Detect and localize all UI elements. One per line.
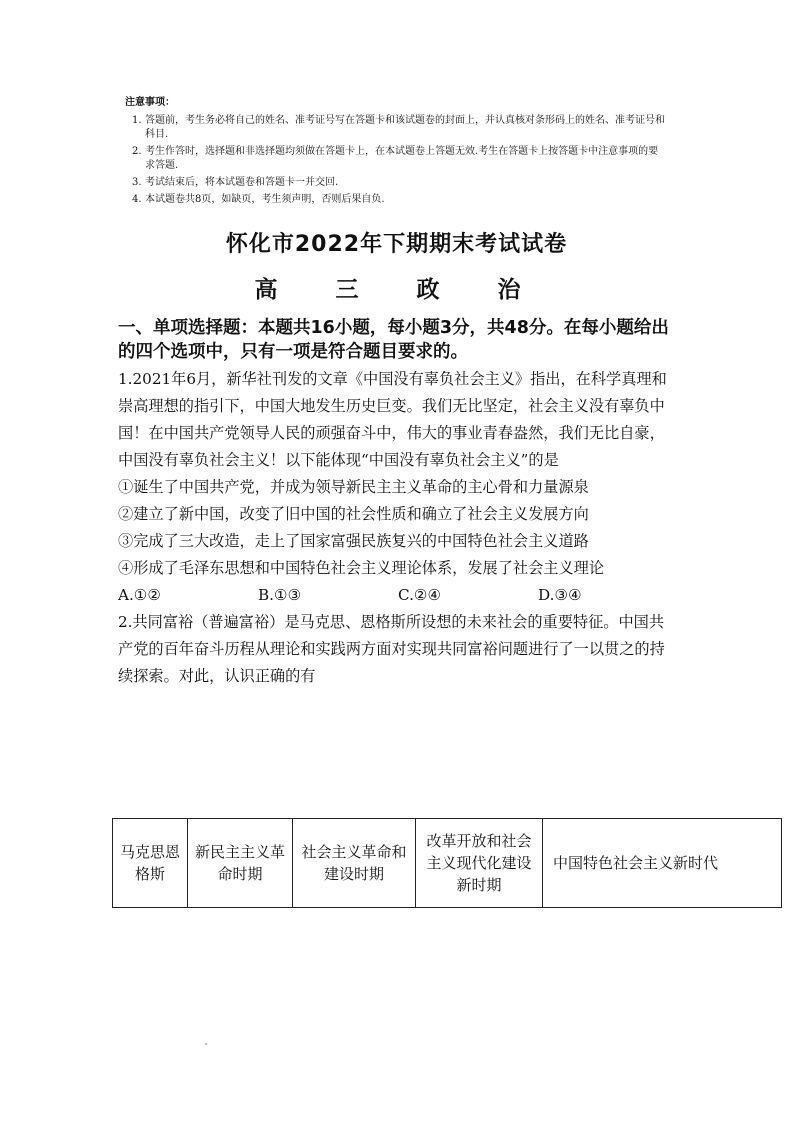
notice-item <box>125 114 665 142</box>
scan-dot <box>205 1043 207 1045</box>
question-1-statement: ④形成了毛泽东思想和中国特色社会主义理论体系，发展了社会主义理论 <box>118 559 604 577</box>
table-row <box>113 819 782 908</box>
notice-block <box>125 96 665 210</box>
option-a: A.①② <box>118 586 162 604</box>
option-d: D.③④ <box>538 586 582 604</box>
option-c: C.②④ <box>398 586 442 604</box>
notice-item-number: 3. <box>132 177 142 188</box>
notice-item-number: 4. <box>132 194 142 205</box>
exam-title: 怀化市2022年下期期末考试试卷 <box>225 232 568 257</box>
question-1-stem: 1.2021年6月，新华社刊发的文章《中国没有辜负社会主义》指出，在科学真理和崇高理想的指引下，中国大地发生历史巨变。我们无比坚定，社会主义没有辜负中国！在中国共产党领导人民的顽强奋斗中，伟大的事业青春盎然，我们无比自豪，中国没有辜负社会主义！以下能体现“中国没有辜负社会主义”的是 <box>118 370 667 469</box>
notice-item-text: 本试题卷共8页，如缺页，考生须声明，否则后果自负. <box>145 194 385 205</box>
table-cell-reform-opening: 改革开放和社会主义现代化建设新时期 <box>416 819 543 908</box>
question-body <box>118 366 678 690</box>
subject-title: 高 三 政 治 <box>254 277 539 303</box>
table-cell-new-era: 中国特色社会主义新时代 <box>543 819 782 908</box>
notice-item-number: 2. <box>132 146 142 157</box>
notice-item-number: 1. <box>132 115 142 126</box>
question-2-table <box>112 818 782 908</box>
notice-item-text: 考生作答时，选择题和非选择题均须做在答题卡上，在本试题卷上答题无效.考生在答题卡上按答题卡中注意事项的要求答题. <box>145 146 659 171</box>
table-cell-socialist-revolution: 社会主义革命和建设时期 <box>293 819 416 908</box>
question-2-stem: 2.共同富裕（普遍富裕）是马克思、恩格斯所设想的未来社会的重要特征。中国共产党的百年奋斗历程从理论和实践两方面对实现共同富裕问题进行了一以贯之的持续探索。对此，认识正确的有 <box>118 613 665 685</box>
option-b: B.①③ <box>258 586 302 604</box>
question-1-statement: ②建立了新中国，改变了旧中国的社会性质和确立了社会主义发展方向 <box>118 505 589 523</box>
section-heading: 一、单项选择题：本题共16小题，每小题3分，共48分。在每小题给出的四个选项中，只有一项是符合题目要求的。 <box>118 318 669 362</box>
notice-heading: 注意事项： <box>125 97 175 108</box>
notice-item-text: 考试结束后，将本试题卷和答题卡一并交回. <box>145 177 339 188</box>
table-cell-new-democratic: 新民主主义革命时期 <box>188 819 293 908</box>
notice-item <box>125 176 665 190</box>
notice-item <box>125 145 665 173</box>
question-1-statement: ③完成了三大改造，走上了国家富强民族复兴的中国特色社会主义道路 <box>118 532 589 550</box>
question-1-statement: ①诞生了中国共产党，并成为领导新民主主义革命的主心骨和力量源泉 <box>118 478 589 496</box>
table-cell-marx-engels: 马克思恩格斯 <box>113 819 188 908</box>
notice-item-text: 答题前，考生务必将自己的姓名、准考证号写在答题卡和该试题卷的封面上，并认真核对条形码上的姓名、准考证号和科目. <box>145 115 665 140</box>
notice-item <box>125 193 665 207</box>
question-1-options <box>118 582 678 609</box>
